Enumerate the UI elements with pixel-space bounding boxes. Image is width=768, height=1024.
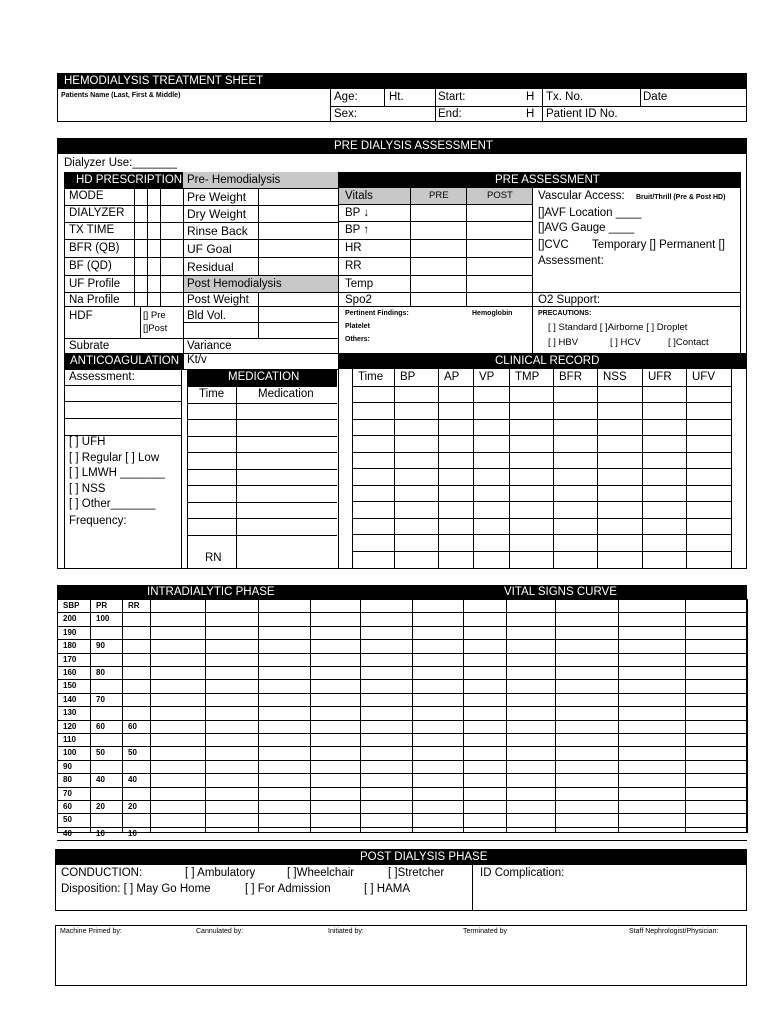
end-label: End: xyxy=(438,108,462,120)
med-medication-col: Medication xyxy=(258,388,314,400)
pre-assessment-title: PRE ASSESSMENT xyxy=(495,174,600,186)
lmwh-option: [ ] LMWH _______ xyxy=(69,467,165,479)
other-option: [ ] Other_______ xyxy=(69,498,156,510)
hdf-post-option: []Post xyxy=(143,323,168,334)
precaution-contact: [ ]Contact xyxy=(668,337,709,348)
rx-row-mode: MODE xyxy=(69,190,104,202)
dry-weight-label: Dry Weight xyxy=(187,207,247,221)
precautions-row-1: [ ] Standard [ ]Airborne [ ] Droplet xyxy=(548,322,688,333)
start-label: Start: xyxy=(438,91,466,103)
hemoglobin-label: Hemoglobin xyxy=(472,310,513,317)
intra-col-sbp: SBP xyxy=(63,601,80,610)
clinical-record-title: CLINICAL RECORD xyxy=(495,355,600,367)
rinse-back-label: Rinse Back xyxy=(187,224,248,238)
intra-cell: 40 xyxy=(63,829,72,838)
staff-nephrologist-label: Staff Nephrologist/Physician: xyxy=(629,928,719,935)
regular-low-option: [ ] Regular [ ] Low xyxy=(69,452,160,464)
precaution-hbv: [ ] HBV xyxy=(548,337,579,348)
bruit-thrill-label: Bruit/Thrill (Pre & Post HD) xyxy=(636,194,726,201)
vascular-assessment-label: Assessment: xyxy=(538,255,604,267)
start-h-label: H xyxy=(526,91,535,103)
ufh-option: [ ] UFH xyxy=(69,436,106,448)
intra-cell: 140 xyxy=(63,695,77,704)
wheelchair-option: [ ]Wheelchair xyxy=(287,867,355,879)
cvc-temporary-permanent: Temporary [] Permanent [] xyxy=(592,239,725,251)
id-complication-label: ID Complication: xyxy=(480,867,565,879)
intra-cell: 60 xyxy=(63,802,72,811)
intra-cell: 160 xyxy=(63,668,77,677)
medication-title: MEDICATION xyxy=(228,371,300,383)
tx-no-label: Tx. No. xyxy=(546,91,584,103)
rx-row-uf-profile: UF Profile xyxy=(69,278,121,290)
vital-temp: Temp xyxy=(345,278,374,290)
platelet-label: Platelet xyxy=(345,323,370,330)
post-dialysis-title: POST DIALYSIS PHASE xyxy=(360,851,488,863)
anticoag-assessment-label: Assessment: xyxy=(69,371,135,383)
intra-cell: 70 xyxy=(63,789,72,798)
intra-cell: 170 xyxy=(63,655,77,664)
ambulatory-option: [ ] Ambulatory xyxy=(185,867,256,879)
rx-row-na-profile: Na Profile xyxy=(69,294,120,306)
vitals-post-col: POST xyxy=(487,190,513,201)
residual-label: Residual xyxy=(187,260,234,274)
hdf-label: HDF xyxy=(69,310,93,322)
clinical-col-ap: AP xyxy=(444,371,460,383)
intradialytic-title: INTRADIALYTIC PHASE xyxy=(147,586,275,598)
rx-row-bf: BF (QD) xyxy=(69,260,112,272)
intra-cell: 100 xyxy=(96,614,110,623)
machine-primed-label: Machine Primed by: xyxy=(60,928,122,935)
end-h-label: H xyxy=(526,108,535,120)
precaution-hcv: [ ] HCV xyxy=(610,337,641,348)
intra-cell: 110 xyxy=(63,735,76,744)
intra-cell: 90 xyxy=(63,762,72,771)
patient-id-label: Patient ID No. xyxy=(546,108,618,120)
intra-cell: 60 xyxy=(128,722,137,731)
vitals-pre-col: PRE xyxy=(429,190,449,201)
post-hemodialysis-title: Post Hemodialysis xyxy=(187,278,282,290)
frequency-label: Frequency: xyxy=(69,515,127,527)
intra-cell: 40 xyxy=(96,775,105,784)
rx-row-dialyzer: DIALYZER xyxy=(69,207,125,219)
terminated-by-label: Terminated by xyxy=(463,928,507,935)
intra-cell: 150 xyxy=(63,681,77,690)
intra-cell: 20 xyxy=(96,802,105,811)
anticoagulation-title: ANTICOAGULATION xyxy=(70,355,180,367)
intradialytic-section xyxy=(57,585,747,833)
disposition-label: Disposition: [ ] May Go Home xyxy=(61,883,211,895)
clinical-col-ufr: UFR xyxy=(648,371,672,383)
variance-label: Variance xyxy=(187,340,232,352)
pre-weight-label: Pre Weight xyxy=(187,190,247,204)
intra-cell: 120 xyxy=(63,722,77,731)
uf-goal-label: UF Goal xyxy=(187,242,232,256)
clinical-col-nss: NSS xyxy=(603,371,627,383)
vitals-label: Vitals xyxy=(345,190,373,202)
for-admission-option: [ ] For Admission xyxy=(245,883,331,895)
hdf-pre-option: [] Pre xyxy=(143,310,166,321)
sex-label: Sex: xyxy=(334,108,358,120)
pre-dialysis-title: PRE DIALYSIS ASSESSMENT xyxy=(334,140,493,152)
intra-cell: 130 xyxy=(63,708,77,717)
rx-row-tx-time: TX TIME xyxy=(69,224,115,236)
o2-support-label: O2 Support: xyxy=(538,294,601,306)
vital-rr: RR xyxy=(345,260,362,272)
vital-spo2: Spo2 xyxy=(345,294,372,306)
clinical-col-tmp: TMP xyxy=(515,371,540,383)
intra-col-pr: PR xyxy=(96,601,108,610)
intra-cell: 50 xyxy=(128,748,137,757)
avg-gauge-field: []AVG Gauge ____ xyxy=(538,222,635,234)
clinical-col-bp: BP xyxy=(400,371,416,383)
subrate-label: Subrate xyxy=(69,340,110,352)
intra-cell: 50 xyxy=(63,815,72,824)
rn-label: RN xyxy=(205,552,222,564)
intra-cell: 80 xyxy=(63,775,72,784)
cvc-option: []CVC xyxy=(538,239,569,251)
intra-cell: 10 xyxy=(128,829,137,838)
clinical-col-time: Time xyxy=(358,371,384,383)
age-label: Age: xyxy=(334,91,358,103)
vascular-access-label: Vascular Access: xyxy=(538,190,625,202)
sheet-title: HEMODIALYSIS TREATMENT SHEET xyxy=(64,75,264,87)
hama-option: [ ] HAMA xyxy=(364,883,411,895)
med-time-col: Time xyxy=(199,388,225,400)
intra-cell: 50 xyxy=(96,748,105,757)
intra-cell: 70 xyxy=(96,695,105,704)
intra-cell: 90 xyxy=(96,641,105,650)
vital-bp-up: BP ↑ xyxy=(345,224,370,236)
initiated-by-label: Initiated by: xyxy=(328,928,364,935)
precautions-label: PRECAUTIONS: xyxy=(538,310,592,317)
vital-bp-down: BP ↓ xyxy=(345,207,370,219)
patient-name-label: Patients Name (Last, First & Middle) xyxy=(61,92,181,99)
pre-hemodialysis-title: Pre- Hemodialysis xyxy=(187,174,281,186)
intra-col-rr: RR xyxy=(128,601,140,610)
clinical-col-vp: VP xyxy=(479,371,495,383)
others-label: Others: xyxy=(345,336,370,343)
intra-cell: 10 xyxy=(96,829,105,838)
pertinent-findings-label: Pertinent Findings: xyxy=(345,310,409,317)
intra-cell: 20 xyxy=(128,802,137,811)
ht-label: Ht. xyxy=(389,91,404,103)
conduction-label: CONDUCTION: xyxy=(61,867,143,879)
date-label: Date xyxy=(643,91,668,103)
ktv-label: Kt/v xyxy=(187,354,207,366)
intra-cell: 60 xyxy=(96,722,105,731)
dialyzer-use-label: Dialyzer Use:_______ xyxy=(64,157,178,169)
intra-cell: 80 xyxy=(96,668,105,677)
intra-cell: 180 xyxy=(63,641,77,650)
stretcher-option: [ ]Stretcher xyxy=(388,867,445,879)
hd-prescription-title: HD PRESCRIPTION xyxy=(76,174,183,186)
intra-cell: 200 xyxy=(63,614,77,623)
vital-hr: HR xyxy=(345,242,362,254)
intra-cell: 40 xyxy=(128,775,137,784)
intra-cell: 190 xyxy=(63,628,77,637)
rx-row-bfr: BFR (QB) xyxy=(69,242,120,254)
vital-signs-curve-title: VITAL SIGNS CURVE xyxy=(504,586,617,598)
bld-vol-label: Bld Vol. xyxy=(187,310,226,322)
cannulated-by-label: Cannulated by: xyxy=(196,928,244,935)
nss-option: [ ] NSS xyxy=(69,483,106,495)
clinical-col-ufv: UFV xyxy=(692,371,715,383)
post-weight-label: Post Weight xyxy=(187,294,249,306)
avf-location-field: []AVF Location ____ xyxy=(538,207,642,219)
clinical-col-bfr: BFR xyxy=(559,371,582,383)
intra-cell: 100 xyxy=(63,748,77,757)
